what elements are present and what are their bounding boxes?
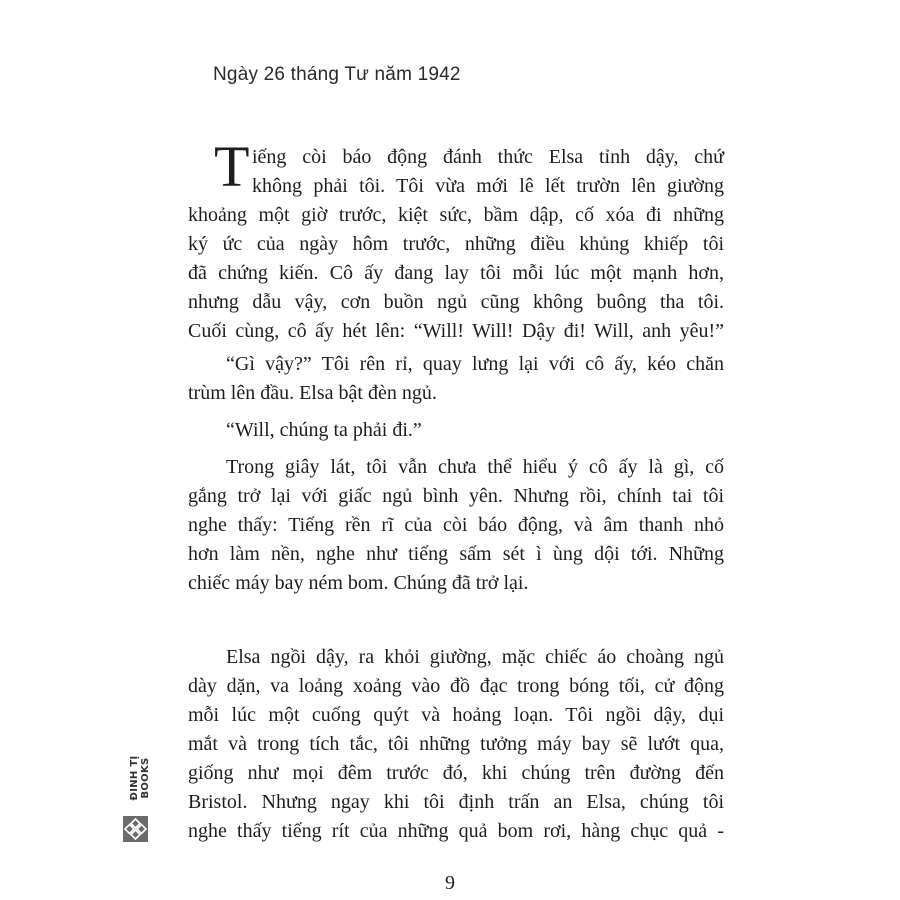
text-line: Trong giây lát, tôi vẫn chưa thể hiểu ý cô ấy là gì, cố <box>226 456 724 478</box>
text-line: khoảng một giờ trước, kiệt sức, bầm dập, cố xóa đi những <box>188 204 724 226</box>
publisher-logo-icon <box>123 816 148 842</box>
text-line: nhưng dẫu vậy, cơn buồn ngủ cũng không buông tha tôi. <box>188 291 724 313</box>
publisher-name: ĐINH TỊ BOOKS <box>129 755 151 801</box>
text-line: Bristol. Nhưng ngay khi tôi định trấn an Elsa, chúng tôi <box>188 791 724 813</box>
chapter-date-heading: Ngày 26 tháng Tư năm 1942 <box>213 64 461 85</box>
page-number: 9 <box>445 872 455 894</box>
text-line: gắng trở lại với giấc ngủ bình yên. Nhưng rồi, chính tai tôi <box>188 485 724 507</box>
text-line: đã chứng kiến. Cô ấy đang lay tôi mỗi lúc một mạnh hơn, <box>188 262 724 284</box>
text-line: “Will, chúng ta phải đi.” <box>226 419 422 441</box>
text-line: giống như mọi đêm trước đó, khi chúng trên đường đến <box>188 762 724 784</box>
text-line: nghe thấy: Tiếng rền rĩ của còi báo động, và âm thanh nhỏ <box>188 514 724 536</box>
text-line: Elsa ngồi dậy, ra khỏi giường, mặc chiếc áo choàng ngủ <box>226 646 724 668</box>
text-line: “Gì vậy?” Tôi rên rỉ, quay lưng lại với cô ấy, kéo chăn <box>226 353 724 375</box>
text-line: dày dặn, va loảng xoảng vào đồ đạc trong bóng tối, cử động <box>188 675 724 697</box>
text-line: chiếc máy bay ném bom. Chúng đã trở lại. <box>188 572 529 594</box>
text-line: trùm lên đầu. Elsa bật đèn ngủ. <box>188 382 437 404</box>
text-line: không phải tôi. Tôi vừa mới lê lết trườn lên giường <box>252 175 724 197</box>
text-line: mỗi lúc một cuống quýt và hoảng loạn. Tôi ngồi dậy, dụi <box>188 704 724 726</box>
text-line: nghe thấy tiếng rít của những quả bom rơi, hàng chục quả - <box>188 820 724 842</box>
drop-cap: T <box>214 134 250 199</box>
text-line: mắt và trong tích tắc, tôi những tưởng máy bay sẽ lướt qua, <box>188 733 724 755</box>
text-line: Cuối cùng, cô ấy hét lên: “Will! Will! Dậy đi! Will, anh yêu!” <box>188 320 724 342</box>
text-line: ký ức của ngày hôm trước, những điều khủng khiếp tôi <box>188 233 724 255</box>
text-line: hơn làm nền, nghe như tiếng sấm sét ì ùng dội tới. Những <box>188 543 724 565</box>
text-line: iếng còi báo động đánh thức Elsa tỉnh dậy, chứ <box>252 146 724 168</box>
